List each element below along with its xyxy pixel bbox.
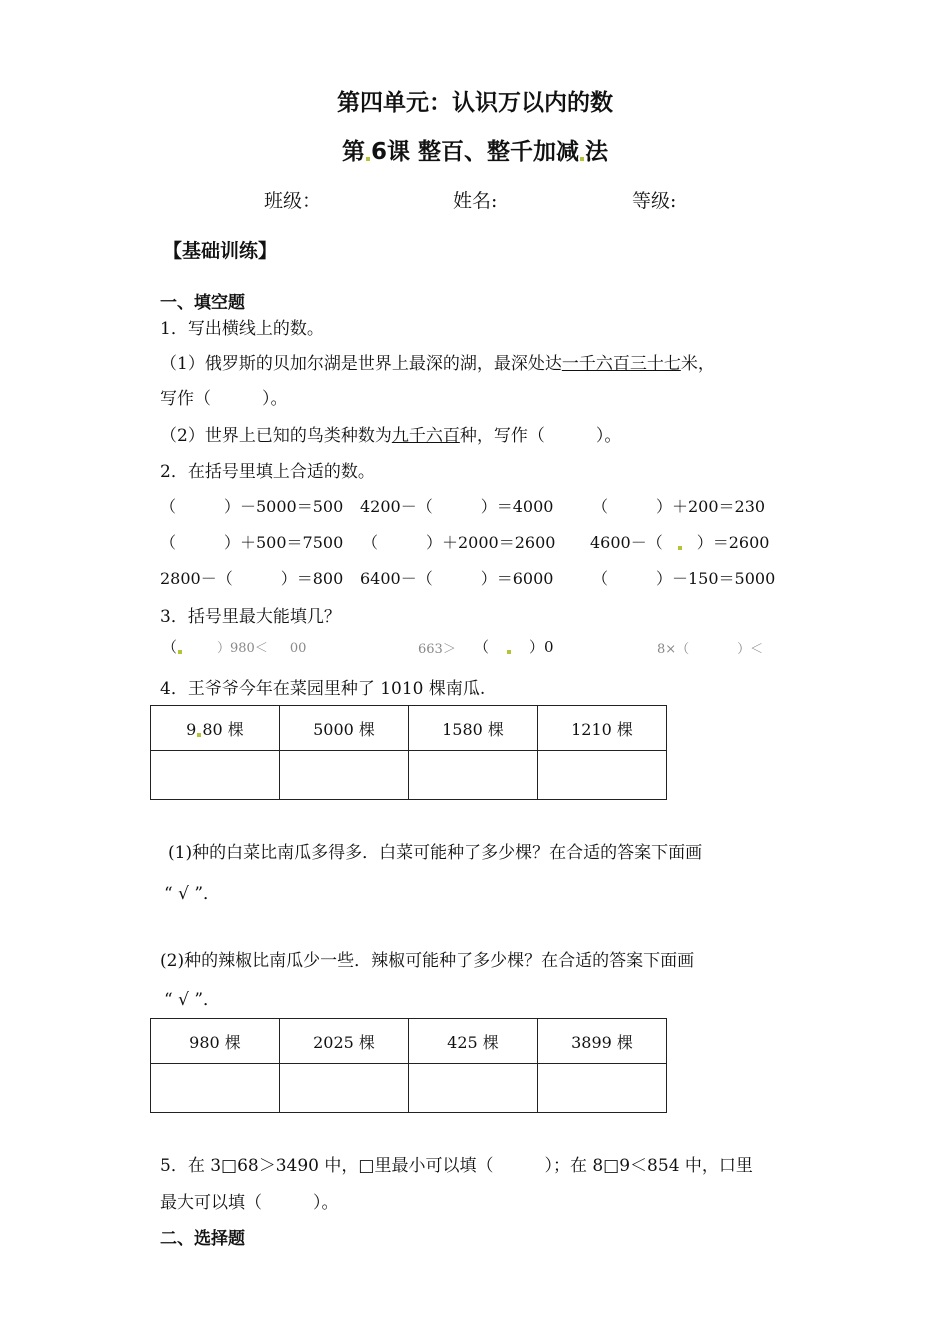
answer-cell[interactable] — [409, 751, 538, 800]
lesson-suffix: 法 — [585, 139, 609, 165]
lesson-title — [0, 133, 950, 166]
marker-dot — [366, 157, 370, 161]
q4-sub1-line1: (1)种的白菜比南瓜多得多．白菜可能种了多少棵？在合适的答案下面画 — [168, 843, 703, 863]
q1-part2-b: 种，写作（ ）。 — [459, 426, 622, 446]
q5-line1: 5．在 3□68＞3490 中，□里最小可以填（ ）；在 8□9＜854 中，口里 — [160, 1156, 753, 1176]
q2-eq: （ ）－5000＝500 — [160, 497, 344, 516]
marker-dot — [580, 157, 584, 161]
q3-item-a — [162, 636, 306, 657]
q3-c-text: 8×（ — [657, 642, 690, 657]
q3-a-open: （ — [162, 638, 178, 656]
table-cell: 2025 棵 — [280, 1019, 409, 1064]
answer-cell[interactable] — [280, 1064, 409, 1113]
lesson-number: 6 — [370, 139, 387, 165]
q1-part2-a: （2）世界上已知的鸟类种数为 — [160, 426, 392, 446]
q4-sub2-line2: “ √ ”． — [164, 990, 221, 1010]
marker-dot — [507, 650, 511, 654]
q4-sub2-line1: (2)种的辣椒比南瓜少一些．辣椒可能种了多少棵？在合适的答案下面画 — [160, 951, 695, 971]
q1-part1-underlined: 一千六百三十七 — [561, 354, 681, 374]
q2-eq: 2800－（ ）＝800 — [160, 569, 344, 588]
answer-table-2 — [150, 1018, 667, 1113]
q3-item-b-text: 663＞ — [418, 642, 456, 657]
q1-part1-answer: 写作（ ）。 — [160, 389, 288, 409]
q2-eq: （ ）＋2000＝2600 — [362, 533, 556, 552]
q3-b-open: （ — [474, 638, 490, 656]
q2-eq-open: 4600－（ — [590, 533, 663, 552]
q3-item-b — [474, 636, 554, 657]
q4-sub1-line2: “ √ ”． — [164, 884, 221, 904]
lesson-mid: 课 整百、整千加减 — [387, 139, 580, 165]
answer-table-1 — [150, 705, 667, 800]
marker-dot — [178, 650, 182, 654]
table-cell: 5000 棵 — [280, 706, 409, 751]
q1-part1 — [160, 349, 715, 374]
answer-cell[interactable] — [538, 1064, 667, 1113]
q3-a-tail: 00 — [289, 641, 307, 656]
q2-stem: 2．在括号里填上合适的数。 — [160, 462, 375, 482]
cell-text-b: 80 棵 — [202, 719, 244, 739]
q1-stem: 1．写出横线上的数。 — [160, 319, 324, 339]
q2-eq: （ ）－150＝5000 — [592, 569, 776, 588]
q2-eq: 4200－（ ）＝4000 — [360, 497, 554, 516]
q2-eq: （ ）＋500＝7500 — [160, 533, 344, 552]
q3-item-c — [657, 638, 763, 657]
q3-a-close: ）980＜ — [217, 641, 268, 656]
answer-cell[interactable] — [151, 1064, 280, 1113]
section-choice: 二、选择题 — [160, 1229, 245, 1249]
table-cell: 3899 棵 — [538, 1019, 667, 1064]
q5-line2: 最大可以填（ ）。 — [160, 1193, 339, 1213]
unit-title: 第四单元：认识万以内的数 — [337, 90, 613, 116]
answer-cell[interactable] — [280, 751, 409, 800]
marker-dot — [678, 546, 682, 550]
q1-part2-underlined: 九千六百 — [391, 426, 460, 446]
table-cell: 425 棵 — [409, 1019, 538, 1064]
q3-stem: 3．括号里最大能填几？ — [160, 607, 341, 627]
table-cell: 1210 棵 — [538, 706, 667, 751]
class-label: 班级： — [264, 190, 322, 212]
marker-dot — [197, 733, 201, 737]
q4-stem: 4．王爷爷今年在菜园里种了 1010 棵南瓜. — [160, 679, 486, 699]
table-cell: 1580 棵 — [409, 706, 538, 751]
q3-b-close: ）0 — [529, 638, 554, 656]
cell-text-a: 9 — [186, 719, 197, 739]
section-basic-training: 【基础训练】 — [163, 240, 278, 262]
q2-eq-close: ）＝2600 — [696, 533, 770, 552]
name-label: 姓名: — [453, 190, 498, 212]
answer-cell[interactable] — [151, 751, 280, 800]
q1-part1-b: 米， — [680, 354, 715, 374]
answer-cell[interactable] — [409, 1064, 538, 1113]
q2-eq: 6400－（ ）＝6000 — [360, 569, 554, 588]
answer-cell[interactable] — [538, 751, 667, 800]
q1-part2 — [160, 421, 621, 446]
lesson-prefix: 第 — [341, 139, 365, 165]
q2-eq: （ ）＋200＝230 — [592, 497, 766, 516]
table-cell: 980 棵 — [151, 1019, 280, 1064]
q2-eq — [590, 530, 769, 553]
grade-label: 等级: — [632, 190, 677, 212]
q3-c-close: ）＜ — [737, 642, 764, 657]
section-fill-in: 一、填空题 — [160, 293, 245, 313]
q1-part1-a: （1）俄罗斯的贝加尔湖是世界上最深的湖，最深处达 — [160, 354, 562, 374]
table-cell — [151, 706, 280, 751]
